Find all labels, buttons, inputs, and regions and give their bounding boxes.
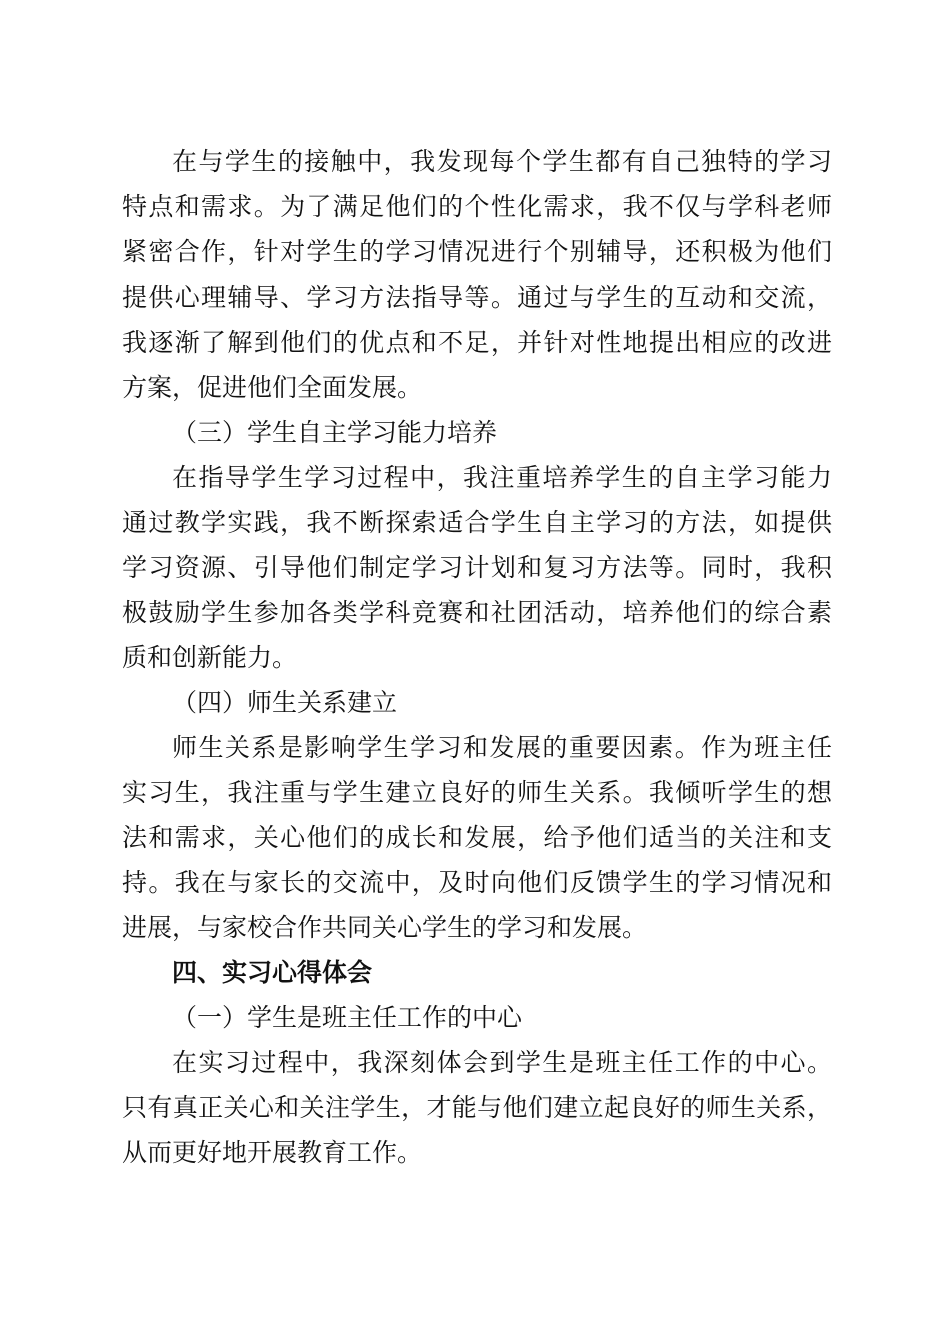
paragraph-line: 质和创新能力。 — [122, 643, 298, 672]
section-heading-1: （一）学生是班主任工作的中心 — [172, 1003, 523, 1032]
paragraph-line: 通过教学实践，我不断探索适合学生自主学习的方法，如提供 — [122, 508, 832, 537]
paragraph-line: 在指导学生学习过程中，我注重培养学生的自主学习能力 — [172, 463, 832, 492]
paragraph-line: 极鼓励学生参加各类学科竞赛和社团活动，培养他们的综合素 — [122, 598, 832, 627]
paragraph-line: 学习资源、引导他们制定学习计划和复习方法等。同时，我积 — [122, 553, 832, 582]
paragraph-line: 特点和需求。为了满足他们的个性化需求，我不仅与学科老师 — [122, 192, 832, 221]
paragraph-line: 在实习过程中，我深刻体会到学生是班主任工作的中心。 — [172, 1048, 832, 1077]
paragraph-line: 从而更好地开展教育工作。 — [122, 1138, 423, 1167]
paragraph-line: 在与学生的接触中，我发现每个学生都有自己独特的学习 — [172, 147, 832, 176]
paragraph-line: 只有真正关心和关注学生，才能与他们建立起良好的师生关系， — [122, 1093, 832, 1122]
chapter-heading: 四、实习心得体会 — [172, 958, 373, 987]
paragraph-line: 实习生，我注重与学生建立良好的师生关系。我倾听学生的想 — [122, 778, 832, 807]
paragraph-line: 进展，与家校合作共同关心学生的学习和发展。 — [122, 913, 648, 942]
paragraph-line: 提供心理辅导、学习方法指导等。通过与学生的互动和交流， — [122, 283, 832, 312]
paragraph-line: 方案，促进他们全面发展。 — [122, 373, 423, 402]
paragraph-line: 持。我在与家长的交流中，及时向他们反馈学生的学习情况和 — [122, 868, 832, 897]
paragraph-line: 紧密合作，针对学生的学习情况进行个别辅导，还积极为他们 — [122, 237, 832, 266]
section-heading-4: （四）师生关系建立 — [172, 688, 398, 717]
paragraph-line: 我逐渐了解到他们的优点和不足，并针对性地提出相应的改进 — [122, 328, 832, 357]
paragraph-line: 法和需求，关心他们的成长和发展，给予他们适当的关注和支 — [122, 823, 832, 852]
section-heading-3: （三）学生自主学习能力培养 — [172, 418, 498, 447]
paragraph-line: 师生关系是影响学生学习和发展的重要因素。作为班主任 — [172, 733, 832, 762]
